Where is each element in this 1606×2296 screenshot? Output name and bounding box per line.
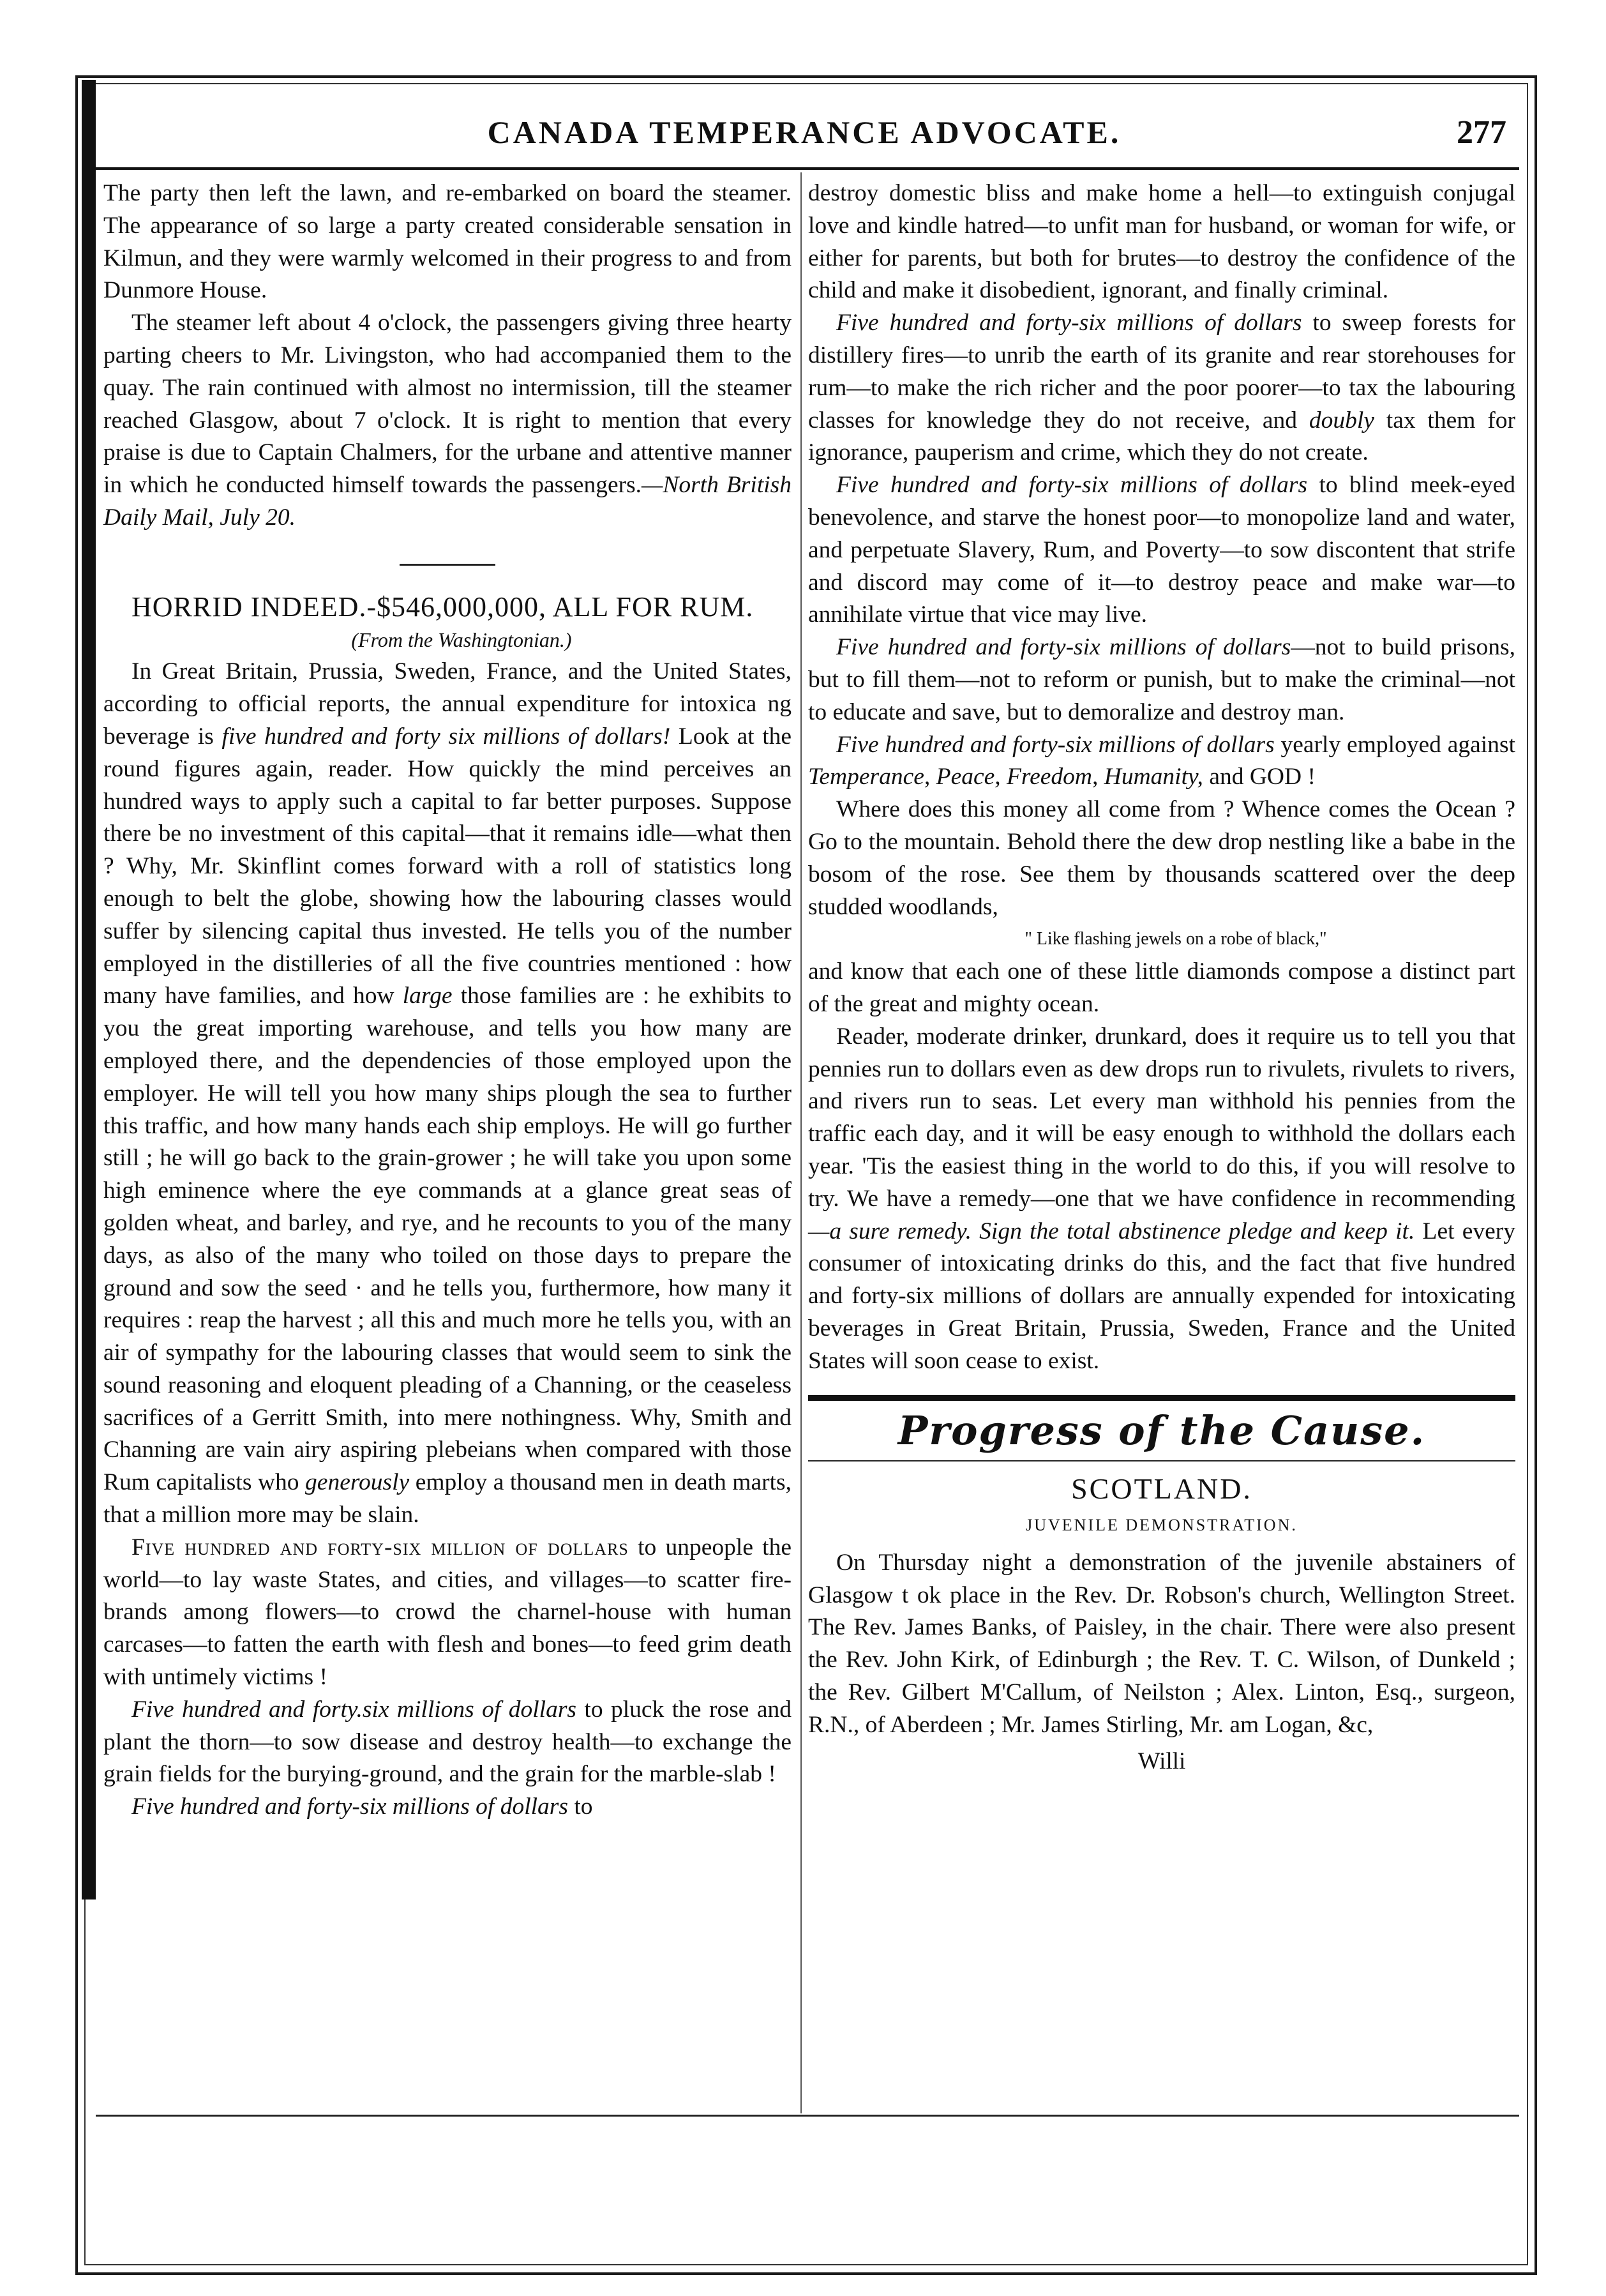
text-run: yearly employed against (1274, 731, 1515, 758)
text-run: Look at the round figures again, reader. How quickly the mind perceives an hundred ways to apply such a capital to far better purposes. Suppose there be no investment of this capital—that it remains idle—what then ? Why, Mr. Skinflint comes forward with a roll of statistics long enough to belt the globe, showing how the labouring classes would suffer by silencing capital thus invested. He tells you of the number employed in the distilleries of all the five countries mentioned : how many have families, and how (103, 723, 792, 1009)
section-divider (808, 1395, 1515, 1401)
text-run: tax them for ignorance, pauperism and crime, which they do not create. (808, 407, 1515, 466)
emphasis: five hundred and forty six millions of dollars! (221, 723, 671, 750)
publication-title: CANADA TEMPERANCE ADVOCATE. (487, 114, 1122, 150)
text-run: In Great Britain, Prussia, Sweden, France, and the United States, according to official reports, the annual expenditure for intoxica ng beverage is (103, 658, 792, 750)
emphasis: Five hundred and forty.six millions of dollars (131, 1696, 577, 1723)
section-rule (400, 564, 495, 566)
footer-rule (96, 2115, 1519, 2117)
article-headline: HORRID INDEED.-$546,000,000, ALL FOR RUM. (131, 591, 754, 623)
paragraph: On Thursday night a demonstration of the juvenile abstainers of Glasgow t ok place in the Rev. Dr. Robson's church, Wellington Street. The Rev. James Banks, of Paisley, in the chair. There were also present the Rev. John Kirk, of Edinburgh ; the Rev. T. C. Wilson, of Dunkeld ; the Rev. Gilbert M'Callum, of Neilston ; Alex. Linton, Esq., surgeon, R.N., of Aberdeen ; Mr. James Stirling, Mr. am Logan, &c, (808, 1549, 1515, 1738)
page-number: 277 (1457, 114, 1506, 151)
paragraph (808, 631, 1515, 729)
paragraph (103, 1532, 792, 1694)
emphasis: Five hundred and forty-six millions of dollars (836, 634, 1291, 661)
paragraph: The party then left the lawn, and re-embarked on board the steamer. The appearance of so large a party created considerable sensation in Kilmun, and they were warmly welcomed in their progress to and from Dunmore House. (103, 180, 792, 304)
paragraph: destroy domestic bliss and make home a hell—to extinguish conjugal love and kindle hatred—to unfit man for husband, or woman for wife, or either for parents, but both for brutes—to destroy the confidence of the child and make it disobedient, ignorant, and finally criminal. (808, 180, 1515, 304)
emphasis: Temperance, Peace, Freedom, Humanity, (808, 764, 1203, 790)
catchword: Willi (1137, 1748, 1186, 1774)
section-title: Progress of the Cause. (897, 1407, 1426, 1454)
emphasis: Five hundred and forty-six millions of dollars (836, 472, 1308, 499)
paragraph (808, 1021, 1515, 1378)
right-column (808, 177, 1515, 1778)
region-heading: SCOTLAND. (1071, 1472, 1252, 1506)
left-column (103, 177, 792, 1824)
emphasis: —a sure remedy. Sign the total abstinence pledge and keep it. (808, 1218, 1415, 1244)
emphasis: generously (305, 1469, 410, 1496)
small-caps-lead: Five hundred and forty-six million of dollars (131, 1534, 629, 1560)
emphasis: Five hundred and forty-six millions of dollars (131, 1794, 568, 1820)
article-subhead: JUVENILE DEMONSTRATION. (1026, 1516, 1298, 1535)
text-run: and GOD ! (1203, 764, 1316, 790)
text-run: —not to build prisons, but to fill them—not to reform or punish, but to make the criminal—not to educate and save, but to demoralize and destroy man. (808, 634, 1515, 725)
quotation: " Like flashing jewels on a robe of black," (1024, 929, 1327, 949)
paragraph (808, 729, 1515, 794)
section-rule (808, 1460, 1515, 1461)
text-run: Let every consumer of intoxicating drinks do this, and the fact that five hundred and forty-six millions of dollars are annually expended for intoxicating beverages in Great Britain, Prussia, Sweden, France and the United States will soon cease to exist. (808, 1218, 1516, 1374)
text-run: employ a thousand men in death marts, that a million more may be slain. (103, 1469, 792, 1529)
paragraph (103, 1694, 792, 1791)
text-run: Reader, moderate drinker, drunkard, does it require us to tell you that pennies run to dollars even as dew drops run to rivulets, rivulets to rivers, and rivers run to seas. Let every man withhold his pennies from the traffic each day, and it will be easy enough to withhold the dollars each year. 'Tis the easiest thing in the world to do this, if you will resolve to try. We have a remedy—one that we have confidence in recommending (808, 1023, 1515, 1212)
paragraph (103, 307, 792, 534)
header-rule (96, 167, 1519, 170)
paragraph (103, 1791, 792, 1824)
text-run: to unpeople the world—to lay waste States, and cities, and villages—to scatter fire-brands among flowers—to crowd the charnel-house with human carcases—to fatten the earth with flesh and bones—to feed grim death with untimely victims ! (103, 1534, 792, 1691)
text-run: to pluck the rose and plant the thorn—to sow disease and destroy health—to exchange the grain fields for the burying-ground, and the grain for the marble-slab ! (103, 1696, 792, 1788)
article-byline: (From the Washingtonian.) (351, 628, 572, 651)
source-credit: —North British Daily Mail, July 20. (103, 472, 792, 531)
paragraph: Where does this money all come from ? Whence comes the Ocean ? Go to the mountain. Behold there the dew drop nestling like a babe in the bosom of the rose. See them by thousands scattered over the deep studded woodlands, (808, 796, 1515, 920)
page-header (96, 114, 1513, 171)
text-run: The steamer left about 4 o'clock, the passengers giving three hearty parting cheers to Mr. Livingston, who had accompanied them to the quay. The rain continued with almost no intermission, till the steamer reached Glasgow, about 7 o'clock. It is right to mention that every praise is due to Captain Chalmers, for the urbane and attentive manner in which he conducted himself towards the passengers. (103, 310, 792, 499)
emphasis: Five hundred and forty-six millions of dollars (836, 731, 1275, 758)
paragraph (808, 469, 1515, 631)
text-run: to sweep forests for distillery fires—to unrib the earth of its granite and rear storehouses for rum—to make the rich richer and the poor poorer—to tax the labouring classes for knowledge they do not receive, and (808, 310, 1515, 434)
column-divider (800, 172, 802, 2113)
emphasis: large (402, 983, 453, 1009)
paragraph: and know that each one of these little diamonds compose a distinct part of the great and mighty ocean. (808, 958, 1515, 1017)
paragraph (808, 307, 1515, 469)
emphasis: Five hundred and forty-six millions of dollars (836, 310, 1302, 336)
emphasis: doubly (1309, 407, 1374, 434)
binding-edge (82, 80, 96, 1899)
text-run: to (567, 1794, 593, 1820)
text-run: those families are : he exhibits to you the great importing warehouse, and tells you how many are employed there, and the dependencies of those employed upon the employer. He will tell you how many ships plough the sea to further this traffic, and how many hands each ship employs. He will go further still ; he will go back to the grain-grower ; he will take you upon some high eminence where the eye commands at a glance great seas of golden wheat, and barley, and rye, and he recounts to you of the many days, as also of the many who toiled on those days to prepare the ground and sow the seed · and he tells you, furthermore, how many it requires : reap the harvest ; all this and much more he tells you, with an air of sympathy for the labouring classes that would seem to sink the sound reasoning and eloquent pleading of a Channing, or the ceaseless sacrifices of a Gerritt Smith, into mere nothingness. Why, Smith and Channing are vain airy aspiring plebeians when compared with those Rum capitalists who (103, 983, 792, 1496)
text-run: to blind meek-eyed benevolence, and starve the honest poor—to monopolize land and water, and perpetuate Slavery, Rum, and Poverty—to sow discontent that strife and discord may come of it—to destroy peace and make war—to annihilate virtue that vice may live. (808, 472, 1515, 628)
paragraph (103, 656, 792, 1532)
